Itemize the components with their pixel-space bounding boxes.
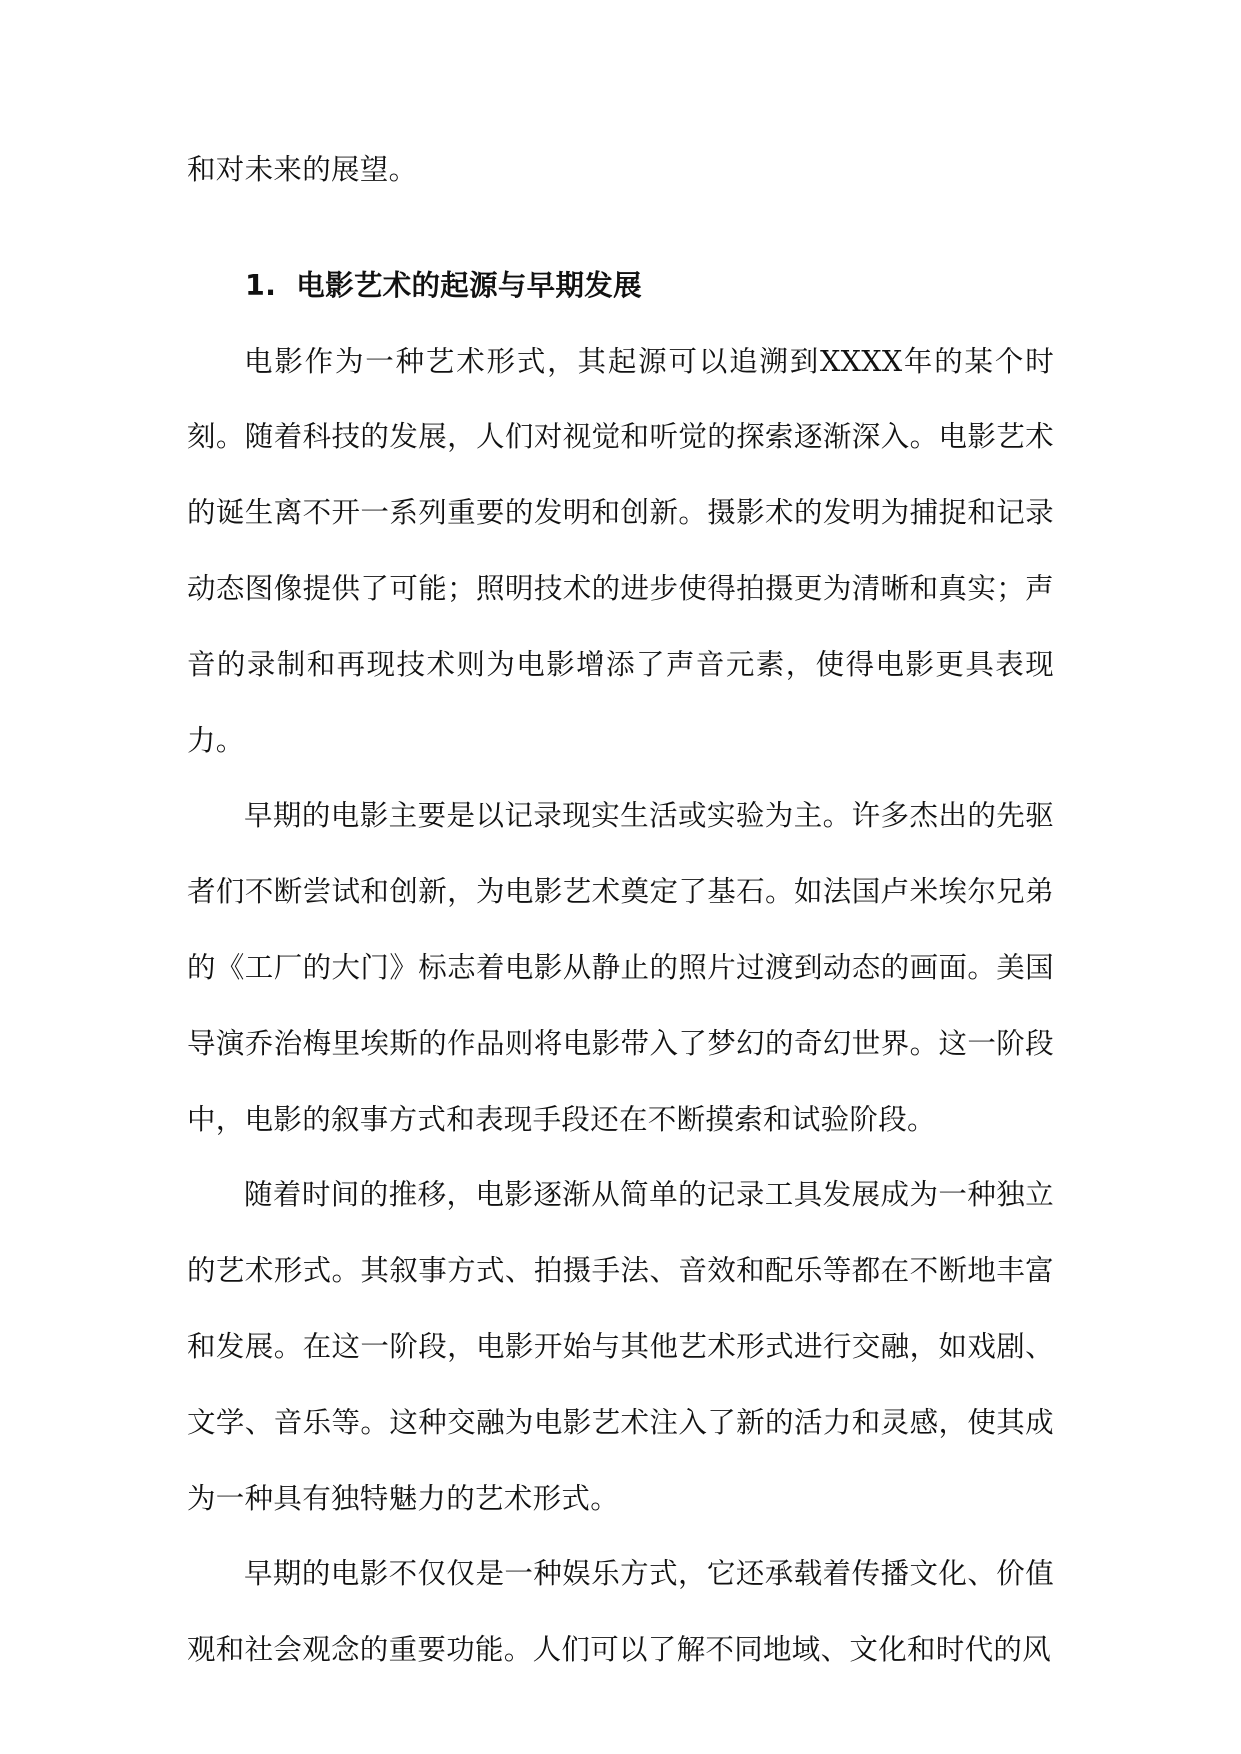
section-title: 电影艺术的起源与早期发展: [296, 268, 642, 302]
body-paragraph: 早期的电影不仅仅是一种娱乐方式，它还承载着传播文化、价值观和社会观念的重要功能。人们可以了解不同地域、文化和时代的风: [187, 1557, 1054, 1667]
body-paragraph: 电影作为一种艺术形式，其起源可以追溯到XXXX年的某个时刻。随着科技的发展，人们对视觉和听觉的探索逐渐深入。电影艺术的诞生离不开一系列重要的发明和创新。摄影术的发明为捕捉和记录动态图像提供了可能；照明技术的进步使得拍摄更为清晰和真实；声音的录制和再现技术则为电影增添了声音元素，使得电影更具表现力。: [187, 344, 1054, 757]
section-number: 1.: [245, 268, 277, 302]
lead-paragraph: 和对未来的展望。: [187, 153, 418, 186]
section-heading: [187, 248, 1054, 324]
section-spacer: [187, 208, 1054, 248]
body-paragraph: 早期的电影主要是以记录现实生活或实验为主。许多杰出的先驱者们不断尝试和创新，为电影艺术奠定了基石。如法国卢米埃尔兄弟的《工厂的大门》标志着电影从静止的照片过渡到动态的画面。美国导演乔治梅里埃斯的作品则将电影带入了梦幻的奇幻世界。这一阶段中，电影的叙事方式和表现手段还在不断摸索和试验阶段。: [187, 799, 1054, 1136]
body-paragraph: 随着时间的推移，电影逐渐从简单的记录工具发展成为一种独立的艺术形式。其叙事方式、拍摄手法、音效和配乐等都在不断地丰富和发展。在这一阶段，电影开始与其他艺术形式进行交融，如戏剧、文学、音乐等。这种交融为电影艺术注入了新的活力和灵感，使其成为一种具有独特魅力的艺术形式。: [187, 1178, 1054, 1515]
